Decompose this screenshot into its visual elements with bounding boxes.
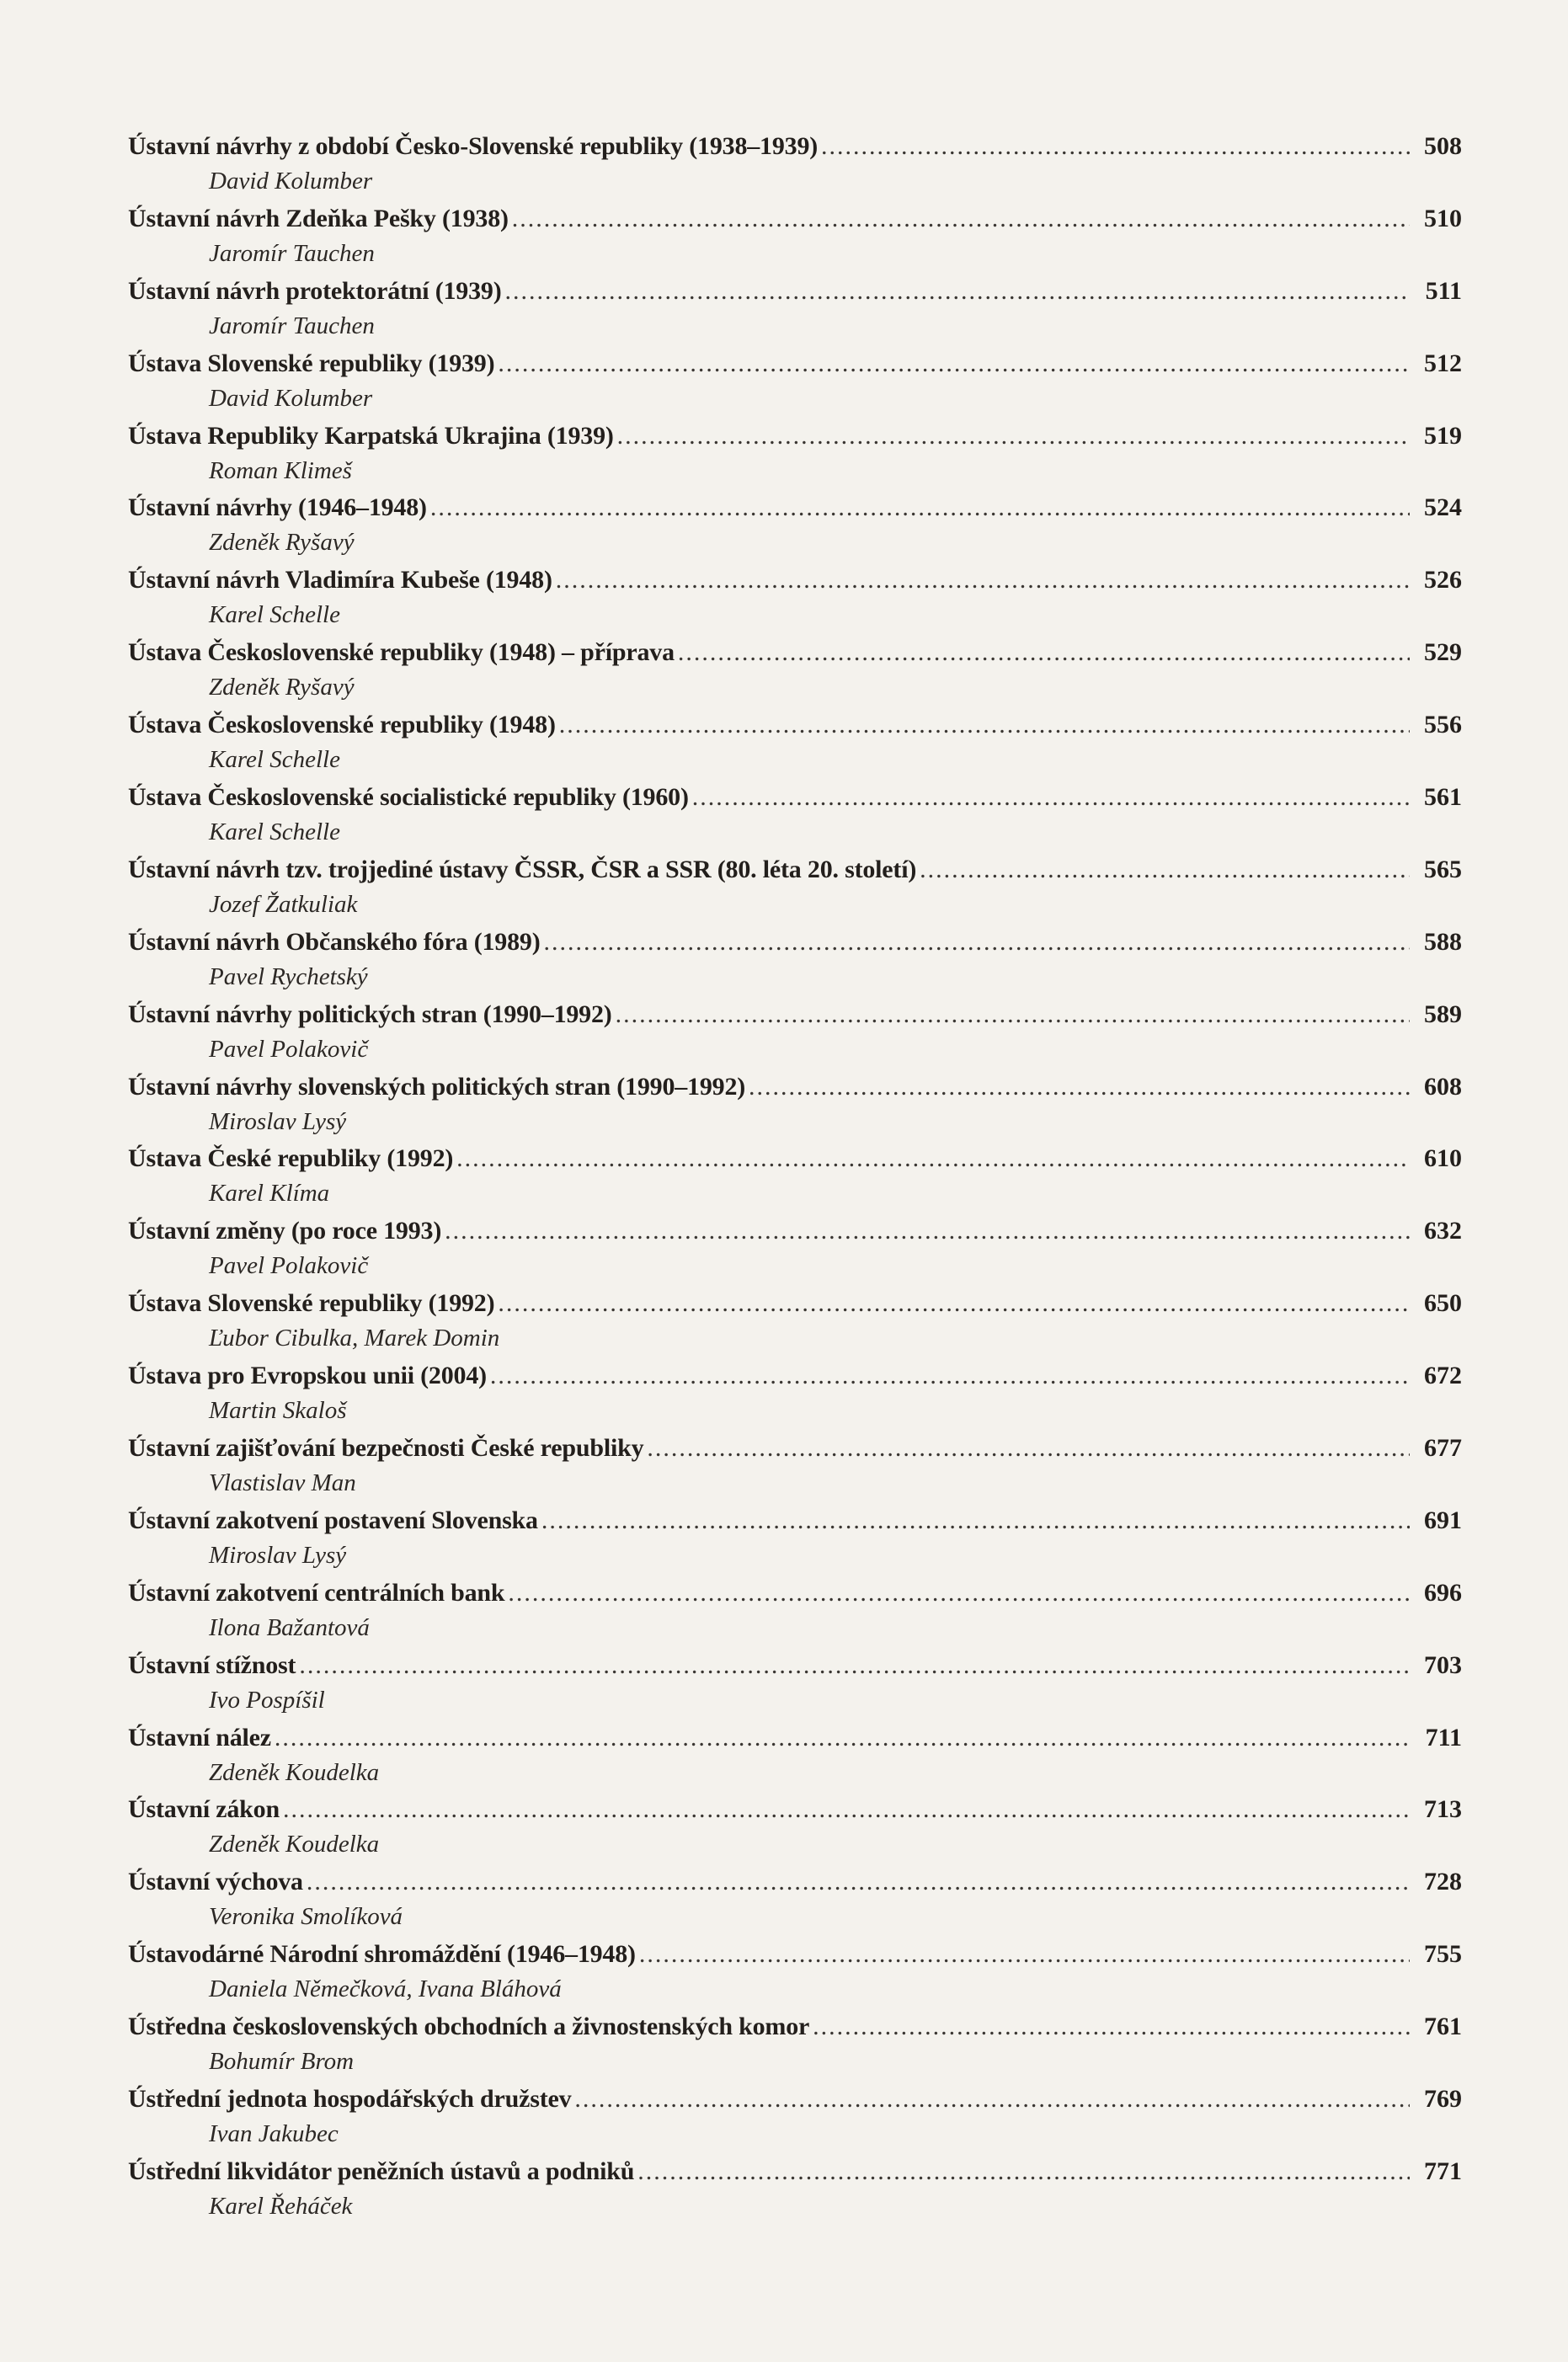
toc-entry-title-row bbox=[128, 2151, 1462, 2192]
toc-entry-title: Ústavní návrh Občanského fóra (1989) bbox=[128, 927, 541, 956]
toc-entry-page-number: 677 bbox=[1424, 1434, 1462, 1463]
toc-leader-dots bbox=[617, 416, 1410, 456]
toc-leader-dots bbox=[430, 488, 1410, 528]
toc-entry-author: Karel Schelle bbox=[209, 746, 340, 774]
toc-entry bbox=[128, 1573, 1462, 1645]
toc-entry-title: Ústavní návrh tzv. trojjediné ústavy ČSSR, ČSR a SSR (80. léta 20. století) bbox=[128, 855, 917, 883]
toc-leader-dots bbox=[541, 1501, 1410, 1541]
toc-leader-dots bbox=[498, 344, 1410, 384]
toc-entry-title-row bbox=[128, 994, 1462, 1035]
toc-entry bbox=[128, 2151, 1462, 2224]
toc-leader-dots bbox=[639, 1934, 1410, 1975]
toc-entry-author: Pavel Rychetský bbox=[209, 962, 368, 990]
toc-entry-title: Ústava pro Evropskou unii (2004) bbox=[128, 1362, 487, 1390]
toc-entry-author: Zdeněk Koudelka bbox=[209, 1831, 380, 1858]
toc-entry-page-number: 755 bbox=[1424, 1940, 1462, 1969]
toc-entry-author: Ivan Jakubec bbox=[209, 2120, 339, 2148]
toc-entry-title-row bbox=[128, 1789, 1462, 1830]
toc-leader-dots bbox=[556, 560, 1410, 600]
toc-entry-author: Karel Řeháček bbox=[209, 2192, 353, 2220]
toc-entry-title: Ústava Československé socialistické republiky (1960) bbox=[128, 783, 689, 812]
toc-leader-dots bbox=[920, 850, 1410, 890]
toc-entry bbox=[128, 994, 1462, 1067]
toc-entry-title: Ústavní zajišťování bezpečnosti České republiky bbox=[128, 1434, 644, 1463]
toc-entry-title-row bbox=[128, 632, 1462, 673]
toc-entry bbox=[128, 850, 1462, 922]
toc-entry bbox=[128, 1138, 1462, 1211]
toc-entry-page-number: 526 bbox=[1424, 566, 1462, 594]
toc-leader-dots bbox=[512, 199, 1410, 239]
toc-entry-title-row bbox=[128, 1211, 1462, 1251]
toc-entry-title: Ústavní zakotvení postavení Slovenska bbox=[128, 1506, 538, 1534]
toc-entry-author: David Kolumber bbox=[209, 168, 373, 195]
toc-leader-dots bbox=[445, 1211, 1410, 1251]
toc-entry-title: Ústavní nález bbox=[128, 1723, 271, 1752]
toc-entry-title-row bbox=[128, 1356, 1462, 1396]
toc-leader-dots bbox=[559, 705, 1410, 745]
toc-entry-page-number: 632 bbox=[1424, 1217, 1462, 1245]
toc-entry-title: Ústava Republiky Karpatská Ukrajina (1939) bbox=[128, 421, 614, 450]
toc-entry bbox=[128, 1718, 1462, 1790]
toc-entry-author: Zdeněk Ryšavý bbox=[209, 529, 355, 557]
toc-entry-page-number: 588 bbox=[1424, 927, 1462, 956]
toc-leader-dots bbox=[813, 2007, 1410, 2047]
toc-entry bbox=[128, 1645, 1462, 1718]
toc-entry-page-number: 508 bbox=[1424, 132, 1462, 160]
toc-entry-title: Ústřední jednota hospodářských družstev bbox=[128, 2085, 572, 2114]
toc-entry-author: Martin Skaloš bbox=[209, 1397, 347, 1425]
toc-entry bbox=[128, 1934, 1462, 2007]
toc-entry-author: Roman Klimeš bbox=[209, 456, 352, 484]
toc-entry bbox=[128, 1428, 1462, 1501]
toc-entry-page-number: 711 bbox=[1425, 1723, 1462, 1752]
toc-entry-page-number: 510 bbox=[1424, 204, 1462, 232]
toc-entry-title: Ústavní návrh Vladimíra Kubeše (1948) bbox=[128, 566, 552, 594]
toc-entry bbox=[128, 1501, 1462, 1573]
toc-entry-author: Karel Schelle bbox=[209, 601, 340, 629]
toc-entry-page-number: 524 bbox=[1424, 493, 1462, 522]
toc-entry-page-number: 650 bbox=[1424, 1289, 1462, 1318]
toc-entry-title: Ústavní změny (po roce 1993) bbox=[128, 1217, 442, 1245]
toc-entry bbox=[128, 199, 1462, 271]
toc-entry-title: Ústavní návrh Zdeňka Pešky (1938) bbox=[128, 204, 509, 232]
toc-entry-title-row bbox=[128, 1934, 1462, 1975]
toc-entry bbox=[128, 1862, 1462, 1934]
toc-entry-title: Ústavní stížnost bbox=[128, 1650, 296, 1679]
toc-entry-title: Ústavodárné Národní shromáždění (1946–1948) bbox=[128, 1940, 636, 1969]
toc-leader-dots bbox=[616, 994, 1410, 1035]
toc-entry-title-row bbox=[128, 922, 1462, 962]
toc-entry-author: Daniela Němečková, Ivana Bláhová bbox=[209, 1975, 562, 2003]
toc-entry-page-number: 672 bbox=[1424, 1362, 1462, 1390]
toc-entry-title-row bbox=[128, 560, 1462, 600]
toc-entry bbox=[128, 922, 1462, 994]
toc-entry-author: Ilona Bažantová bbox=[209, 1613, 370, 1641]
toc-entry-author: Zdeněk Koudelka bbox=[209, 1758, 380, 1786]
toc-entry-page-number: 511 bbox=[1425, 276, 1462, 305]
toc-entry-title-row bbox=[128, 271, 1462, 312]
toc-entry bbox=[128, 1211, 1462, 1283]
toc-entry-title-row bbox=[128, 1283, 1462, 1324]
toc-entry-author: Karel Schelle bbox=[209, 818, 340, 846]
toc-entry-page-number: 519 bbox=[1424, 421, 1462, 450]
toc-leader-dots bbox=[490, 1356, 1410, 1396]
toc-entry-title: Ústavní návrhy z období Česko-Slovenské republiky (1938–1939) bbox=[128, 132, 819, 160]
toc-leader-dots bbox=[637, 2151, 1410, 2192]
toc-entry-title: Ústavní zakotvení centrálních bank bbox=[128, 1578, 505, 1607]
toc-entry-page-number: 610 bbox=[1424, 1144, 1462, 1173]
toc-entry-page-number: 589 bbox=[1424, 1000, 1462, 1028]
toc-leader-dots bbox=[299, 1645, 1410, 1686]
toc-entry-author: Jozef Žatkuliak bbox=[209, 890, 358, 918]
toc-entry-author: Miroslav Lysý bbox=[209, 1541, 347, 1569]
toc-entry-page-number: 529 bbox=[1424, 638, 1462, 667]
toc-leader-dots bbox=[456, 1138, 1410, 1179]
toc-entry-title-row bbox=[128, 705, 1462, 745]
toc-entry bbox=[128, 271, 1462, 344]
toc-entry-title: Ústava Slovenské republiky (1939) bbox=[128, 349, 495, 377]
toc-entry-page-number: 761 bbox=[1424, 2013, 1462, 2041]
toc-entry-title-row bbox=[128, 2079, 1462, 2119]
toc-entry bbox=[128, 2079, 1462, 2151]
toc-entry-title: Ústřední likvidátor peněžních ústavů a podniků bbox=[128, 2157, 635, 2185]
toc-entry-title-row bbox=[128, 1573, 1462, 1613]
toc-leader-dots bbox=[508, 1573, 1410, 1613]
toc-entry bbox=[128, 344, 1462, 416]
toc-entry-title: Ústava Československé republiky (1948) – příprava bbox=[128, 638, 675, 667]
toc-entry bbox=[128, 2007, 1462, 2079]
toc-entry-page-number: 608 bbox=[1424, 1072, 1462, 1101]
toc-entry-page-number: 728 bbox=[1424, 1868, 1462, 1896]
table-of-contents bbox=[128, 126, 1462, 2224]
toc-leader-dots bbox=[574, 2079, 1410, 2119]
toc-leader-dots bbox=[544, 922, 1411, 962]
toc-entry-author: David Kolumber bbox=[209, 384, 373, 412]
toc-entry-title-row bbox=[128, 777, 1462, 818]
toc-entry-title-row bbox=[128, 126, 1462, 167]
toc-entry-title-row bbox=[128, 1428, 1462, 1469]
toc-entry-author: Zdeněk Ryšavý bbox=[209, 674, 355, 701]
toc-leader-dots bbox=[283, 1789, 1410, 1830]
toc-leader-dots bbox=[749, 1067, 1410, 1107]
toc-entry-author: Pavel Polakovič bbox=[209, 1252, 369, 1280]
toc-leader-dots bbox=[821, 126, 1410, 167]
toc-entry-title-row bbox=[128, 1718, 1462, 1758]
toc-entry-title: Ústava České republiky (1992) bbox=[128, 1144, 454, 1173]
toc-entry-title: Ústava Slovenské republiky (1992) bbox=[128, 1289, 495, 1318]
toc-leader-dots bbox=[504, 271, 1410, 312]
toc-entry bbox=[128, 777, 1462, 850]
toc-entry bbox=[128, 705, 1462, 777]
toc-entry-title: Ústava Československé republiky (1948) bbox=[128, 711, 556, 739]
toc-entry-title-row bbox=[128, 1067, 1462, 1107]
toc-entry bbox=[128, 1789, 1462, 1862]
toc-entry-author: Jaromír Tauchen bbox=[209, 312, 375, 339]
toc-entry-page-number: 771 bbox=[1424, 2157, 1462, 2185]
toc-entry-author: Ivo Pospíšil bbox=[209, 1686, 325, 1714]
toc-entry-title: Ústavní návrhy (1946–1948) bbox=[128, 493, 427, 522]
toc-entry-title: Ústředna československých obchodních a živnostenských komor bbox=[128, 2013, 810, 2041]
toc-leader-dots bbox=[647, 1428, 1410, 1469]
toc-entry-page-number: 696 bbox=[1424, 1578, 1462, 1607]
toc-entry bbox=[128, 560, 1462, 632]
toc-entry-author: Pavel Polakovič bbox=[209, 1035, 369, 1063]
toc-leader-dots bbox=[678, 632, 1410, 673]
toc-entry-title-row bbox=[128, 850, 1462, 890]
toc-entry-title: Ústavní návrhy politických stran (1990–1992) bbox=[128, 1000, 612, 1028]
toc-entry-author: Vlastislav Man bbox=[209, 1469, 356, 1497]
toc-entry bbox=[128, 126, 1462, 199]
toc-entry-page-number: 691 bbox=[1424, 1506, 1462, 1534]
toc-entry bbox=[128, 1283, 1462, 1356]
toc-leader-dots bbox=[275, 1718, 1410, 1758]
toc-entry-title-row bbox=[128, 1501, 1462, 1541]
toc-entry-author: Miroslav Lysý bbox=[209, 1107, 347, 1135]
toc-entry-title-row bbox=[128, 1138, 1462, 1179]
toc-entry-title: Ústavní výchova bbox=[128, 1868, 303, 1896]
toc-entry-title: Ústavní návrh protektorátní (1939) bbox=[128, 276, 502, 305]
toc-entry-page-number: 561 bbox=[1424, 783, 1462, 812]
toc-entry bbox=[128, 1356, 1462, 1428]
toc-entry-author: Bohumír Brom bbox=[209, 2048, 355, 2076]
toc-entry bbox=[128, 416, 1462, 488]
toc-entry-title-row bbox=[128, 344, 1462, 384]
toc-entry-author: Ľubor Cibulka, Marek Domin bbox=[209, 1325, 500, 1352]
toc-entry-page-number: 769 bbox=[1424, 2085, 1462, 2114]
toc-entry bbox=[128, 632, 1462, 705]
toc-entry-page-number: 565 bbox=[1424, 855, 1462, 883]
toc-entry-page-number: 713 bbox=[1424, 1795, 1462, 1824]
toc-entry-title-row bbox=[128, 416, 1462, 456]
toc-entry-author: Jaromír Tauchen bbox=[209, 239, 375, 267]
toc-leader-dots bbox=[498, 1283, 1410, 1324]
toc-entry-page-number: 512 bbox=[1424, 349, 1462, 377]
toc-entry-title-row bbox=[128, 488, 1462, 528]
toc-leader-dots bbox=[692, 777, 1410, 818]
toc-entry-page-number: 703 bbox=[1424, 1650, 1462, 1679]
toc-entry-author: Veronika Smolíková bbox=[209, 1903, 403, 1931]
toc-entry-author: Karel Klíma bbox=[209, 1180, 330, 1208]
toc-entry-title-row bbox=[128, 1645, 1462, 1686]
toc-entry bbox=[128, 1067, 1462, 1139]
toc-entry-page-number: 556 bbox=[1424, 711, 1462, 739]
toc-entry-title: Ústavní návrhy slovenských politických stran (1990–1992) bbox=[128, 1072, 746, 1101]
toc-entry-title-row bbox=[128, 199, 1462, 239]
toc-entry-title-row bbox=[128, 1862, 1462, 1902]
toc-entry-title: Ústavní zákon bbox=[128, 1795, 280, 1824]
toc-entry bbox=[128, 488, 1462, 560]
toc-leader-dots bbox=[307, 1862, 1410, 1902]
toc-entry-title-row bbox=[128, 2007, 1462, 2047]
